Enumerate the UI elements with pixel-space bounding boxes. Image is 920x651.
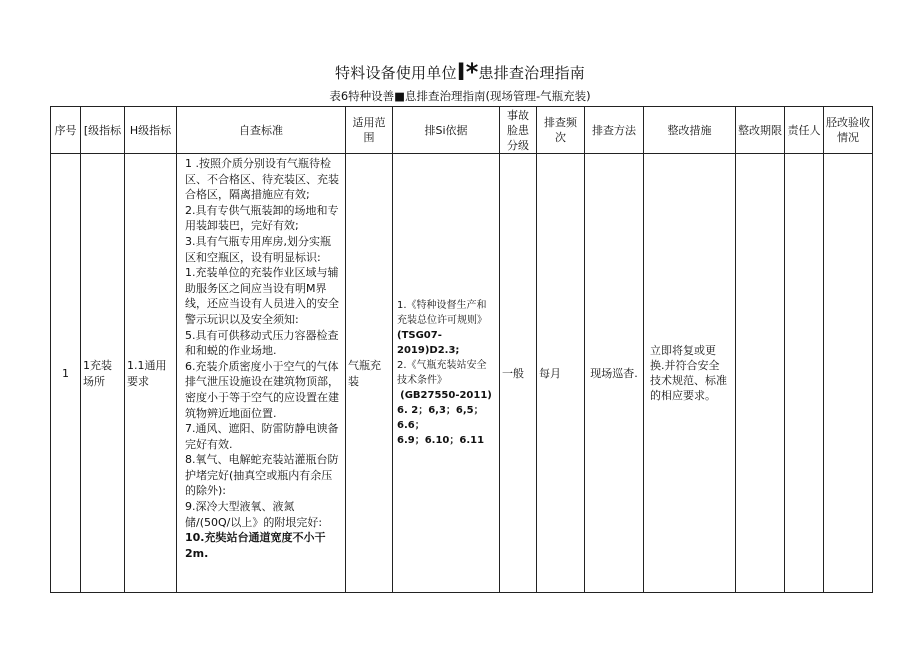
cell-seq: 1 — [51, 154, 81, 593]
header-level2: H级指标 — [125, 107, 177, 154]
header-seq: 序号 — [51, 107, 81, 154]
header-risk-level: 事故脸患分级 — [500, 107, 537, 154]
header-level1: [级指标 — [81, 107, 125, 154]
standard-item: 1 .按照介质分别设有气瓶待检区、不合格区、待充装区、充装合格区，隔离措施应有效; — [185, 157, 339, 202]
title-part-2: 患排查治理指南 — [478, 64, 585, 82]
header-standard: 自查标准 — [177, 107, 346, 154]
header-row — [51, 107, 873, 154]
cell-measure: 立即将复或更换.并符合安全技术规范、标准的相应要求。 — [644, 154, 736, 593]
cell-acceptance — [824, 154, 873, 593]
standard-item: 6.充装介质密度小于空气的气体排气泄压设施设在建筑物顶部，密度小于等于空气的应设置在建筑物辨近地面位置. — [185, 359, 339, 420]
standard-item: 8.氧气、电解蛇充装站灌瓶台防护堵完好(抽真空或瓶内有余压的除外): — [185, 453, 339, 498]
header-responsible: 责任人 — [785, 107, 824, 154]
basis-line: 1.《特种设督生产和充装总位许可规则》 — [397, 300, 487, 326]
basis-line: 6. 2；6,3；6,5；6.6； — [397, 405, 484, 431]
basis-line: 6.9；6.10；6.11 — [397, 435, 485, 446]
standard-item: 7.通风、遮阳、防雷防静电谀备完好有效. — [185, 422, 339, 451]
document-title — [0, 58, 920, 86]
cell-deadline — [736, 154, 785, 593]
cell-responsible — [785, 154, 824, 593]
header-method: 排查方法 — [585, 107, 644, 154]
standard-item: 5.具有可供移动式压力容器检查和和蜕的作业场地. — [185, 328, 339, 358]
standard-list — [179, 154, 343, 561]
table-caption: 表6特种设善■息排查治理指南(现场管理-气瓶充装) — [329, 89, 591, 103]
header-acceptance: 胫改验收情况 — [824, 107, 873, 154]
cell-standard — [177, 154, 346, 593]
cell-method: 现场巡杳. — [585, 154, 644, 593]
header-frequency: 排查频次 — [537, 107, 585, 154]
cell-risk-level: 一般 — [500, 154, 537, 593]
title-mark: I* — [456, 58, 479, 86]
basis-line: (GB27550-2011) — [400, 390, 492, 401]
standard-item: 10.充奘站台通道宽度不小干2m. — [185, 531, 326, 560]
standard-item: 1.充装单位的充装作业区域与辅助服务区之间应当设有明M界线，还应当设有人员进入的安全警示玩识以及安全须知: — [185, 266, 339, 326]
cell-level1: 1充装场所 — [81, 154, 125, 593]
standard-item: 3.具有气瓶专用库房,划分实瓶区和空瓶区，设有明显标识: — [185, 234, 331, 264]
header-deadline: 整改期限 — [736, 107, 785, 154]
basis-line: (TSG07-2019)D2.3; — [397, 330, 460, 356]
inspection-table — [50, 106, 873, 593]
header-basis: 排Si依据 — [393, 107, 500, 154]
basis-line: 2.《气瓶充装站安全技术条件》 — [397, 360, 487, 386]
cell-frequency: 每月 — [537, 154, 585, 593]
title-part-1: 特料设备使用单位 — [335, 64, 457, 82]
header-scope: 适用范围 — [346, 107, 393, 154]
cell-basis — [393, 154, 500, 593]
cell-level2: 1.1通用要求 — [125, 154, 177, 593]
standard-item: 2.具有专供气瓶装卸的场地和专用装卸装巴，完好有效; — [185, 203, 339, 233]
standard-item: 9.深冷大型液氧、液氮储/(50Q/以上》的附垠完好: — [185, 500, 323, 529]
cell-scope: 气瓶充装 — [346, 154, 393, 593]
header-measure: 整改措施 — [644, 107, 736, 154]
table-row — [51, 154, 873, 593]
